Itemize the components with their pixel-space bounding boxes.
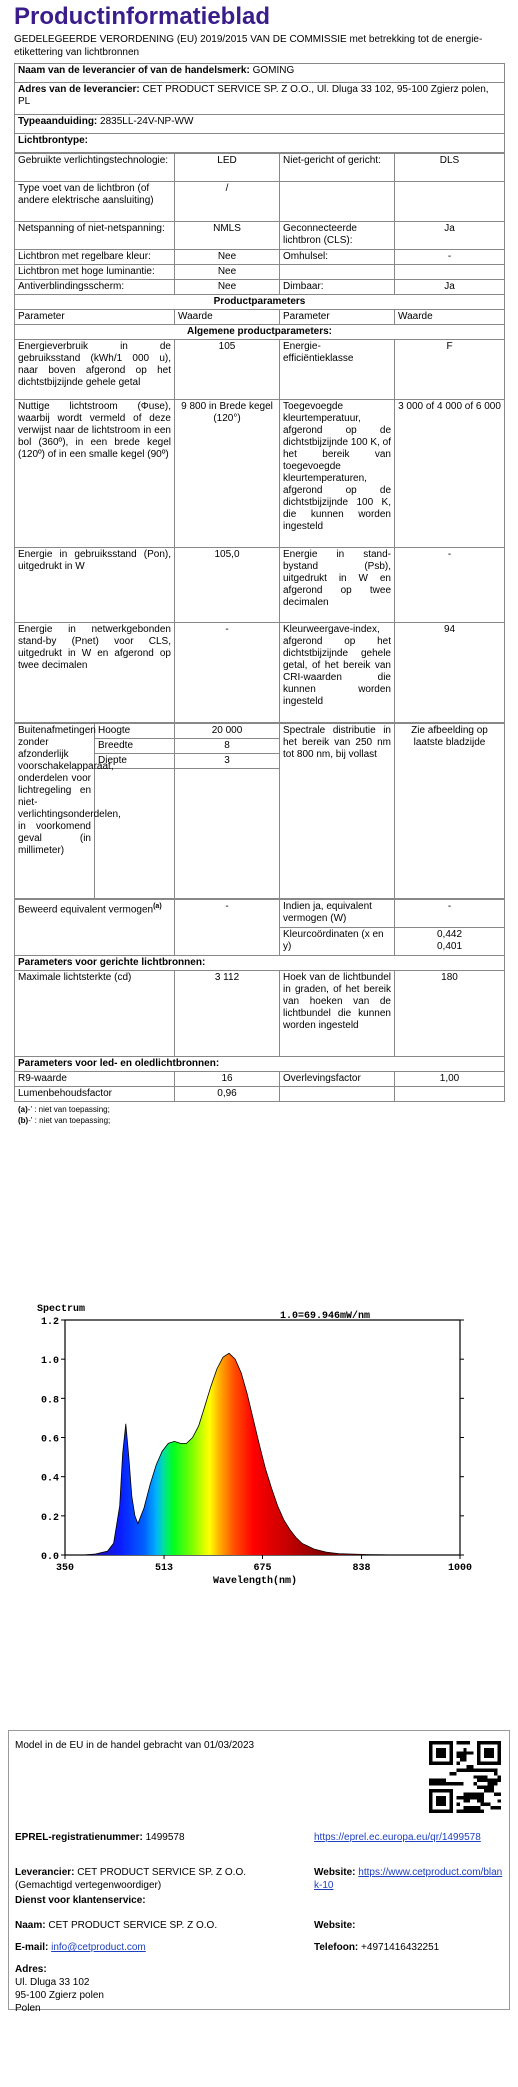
table-row [15, 1072, 505, 1087]
lightsource-row-value [395, 182, 505, 222]
lightsource-table [14, 153, 505, 723]
depth-value: 3 [175, 754, 280, 769]
service-website-label: Website: [314, 1920, 356, 1931]
params-header-row [15, 310, 505, 325]
lightsource-row-label: Geconnecteerde lichtbron (CLS): [280, 222, 395, 250]
y-tick-label: 0.4 [40, 1473, 59, 1485]
spectral-value: Zie afbeelding op laatste bladzijde [395, 724, 505, 899]
param-value: 16 [175, 1072, 280, 1087]
param-value: 94 [395, 623, 505, 723]
table-row [15, 1087, 505, 1102]
claim-value: - [175, 900, 280, 956]
lightsource-row-value: - [395, 250, 505, 265]
param-label: Lumenbehoudsfactor [15, 1087, 175, 1102]
lightsource-row-label [280, 182, 395, 222]
width-label: Breedte [95, 739, 175, 754]
param-value: 0,96 [175, 1087, 280, 1102]
param-label: Overlevingsfactor [280, 1072, 395, 1087]
service-name-value: CET PRODUCT SERVICE SP. Z O.O. [48, 1920, 218, 1931]
param-value: 3 000 of 4 000 of 6 000 [395, 400, 505, 548]
param-value: 105 [175, 340, 280, 400]
lightsource-row-value: Nee [175, 250, 280, 265]
supplier-value: CET PRODUCT SERVICE SP. Z O.O. (Gemachtigd vertegenwoordiger) [15, 1867, 247, 1891]
supplier-table [14, 63, 505, 153]
lightsource-row-value: Ja [395, 222, 505, 250]
param-label: Energie in netwerkgebonden stand-by (Pnet) voor CLS, uitgedrukt in W en afgerond op twee decimalen [15, 623, 175, 723]
param-label: Toegevoegde kleurtemperatuur, afgerond op de dichtstbijzijnde 100 K, of het bereik van toegevoegde kleurtemperaturen, afgerond op de dichtstbijzijnde 100 K, die kunnen worden ingesteld [280, 400, 395, 548]
address-line: 95-100 Zgierz polen [15, 1990, 104, 2001]
table-row [15, 250, 505, 265]
equivalent-value: - [395, 900, 505, 928]
model-value: 2835LL-24V-NP-WW [100, 116, 194, 127]
spectrum-chart [35, 1300, 475, 1585]
table-row [15, 280, 505, 295]
lightsource-row-label: Antiverblindingsscherm: [15, 280, 175, 295]
lightsource-row-label: Lichtbron met regelbare kleur: [15, 250, 175, 265]
supplier-address-label: Adres van de leverancier: [18, 84, 140, 95]
param-label: Nuttige lichtstroom (Φuse), waarbij wordt vermeld of deze verwijst naar de lichtstroom in een bol (360º), in een brede kegel (120º) of in een smalle kegel (90º) [15, 400, 175, 548]
service-heading: Dienst voor klantenservice: [15, 1895, 146, 1906]
dimensions-table [14, 723, 505, 899]
table-row: Beweerd equivalent vermogen$^{(a)}$ - Indien ja, equivalent vermogen (W) - [15, 900, 505, 928]
table-row [15, 400, 505, 548]
param-label: Energie in stand-bystand (Psb), uitgedrukt in W en afgerond op twee decimalen [280, 548, 395, 623]
table-row [15, 222, 505, 250]
claims-table [14, 899, 505, 1102]
eprel-link[interactable]: https://eprel.ec.europa.eu/qr/1499578 [314, 1832, 481, 1843]
address-line: Ul. Dluga 33 102 [15, 1977, 90, 1988]
col-header: Waarde [175, 310, 280, 325]
x-axis-label: Wavelength(nm) [212, 1576, 298, 1585]
address-heading: Adres: [15, 1964, 47, 1975]
lightsource-row-value: Nee [175, 265, 280, 280]
page-title: Productinformatieblad [14, 3, 271, 30]
phone-value: +4971416432251 [361, 1942, 440, 1953]
chromaticity-label: Kleurcoördinaten (x en y) [280, 928, 395, 956]
eprel-label: EPREL-registratienummer: [15, 1832, 143, 1843]
param-label: Energieverbruik in de gebruiksstand (kWh/1 000 u), naar boven afgerond op het dichtstbijzijnde gehele getal [15, 340, 175, 400]
x-tick-label: 350 [55, 1563, 75, 1574]
chromaticity-x: 0,442 [436, 929, 463, 940]
supplier-address-value: CET PRODUCT SERVICE SP. Z O.O., Ul. Dluga 33 102, 95-100 Zgierz polen, PL [18, 84, 489, 107]
directional-heading: Parameters voor gerichte lichtbronnen: [15, 956, 505, 971]
footnotes [0, 1104, 518, 1126]
x-tick-label: 675 [253, 1563, 272, 1574]
height-label: Hoogte [95, 724, 175, 739]
y-tick-label: 0.8 [40, 1395, 59, 1407]
x-tick-label: 838 [352, 1563, 371, 1574]
param-value: 3 112 [175, 971, 280, 1057]
lightsource-row-label: Netspanning of niet-netspanning: [15, 222, 175, 250]
chromaticity-y: 0,401 [436, 941, 463, 952]
general-params-heading: Algemene productparameters: [15, 325, 505, 340]
website-label: Website: [314, 1867, 356, 1878]
param-value: - [395, 548, 505, 623]
table-row [15, 548, 505, 623]
regulation-subtitle: GEDELEGEERDE VERORDENING (EU) 2019/2015 VAN DE COMMISSIE met betrekking tot de energie-etikettering van lichtbronnen [14, 34, 483, 58]
lightsource-row-label [280, 265, 395, 280]
lightsource-row-value: NMLS [175, 222, 280, 250]
model-label: Typeaanduiding: [18, 116, 98, 127]
email-link[interactable]: info@cetproduct.com [51, 1942, 146, 1953]
lightsource-row-label: Niet-gericht of gericht: [280, 154, 395, 182]
email-label: E-mail: [15, 1942, 49, 1953]
equivalent-label: Indien ja, equivalent vermogen (W) [280, 900, 395, 928]
supplier-name-value: GOMING [252, 65, 295, 76]
table-row [15, 182, 505, 222]
height-value: 20 000 [175, 724, 280, 739]
param-label: R9-waarde [15, 1072, 175, 1087]
x-tick-label: 513 [155, 1563, 174, 1574]
param-value [395, 1087, 505, 1102]
table-row [15, 265, 505, 280]
spectral-label: Spectrale distributie in het bereik van 250 nm tot 800 nm, bij vollast [280, 724, 395, 899]
param-label: Energie in gebruiksstand (Pon), uitgedrukt in W [15, 548, 175, 623]
eprel-number: 1499578 [145, 1832, 185, 1843]
lightsource-row-value: Nee [175, 280, 280, 295]
y-tick-label: 0.2 [40, 1512, 59, 1524]
param-label: Maximale lichtsterkte (cd) [15, 971, 175, 1057]
param-label: Kleurweergave-index, afgerond op het dichtstbijzijnde gehele getal, of het bereik van CRI-waarden die kunnen worden ingesteld [280, 623, 395, 723]
lightsource-section-label: Lichtbrontype: [15, 134, 505, 153]
eprel-footer [8, 1730, 510, 2014]
supplier-label: Leverancier: [15, 1867, 75, 1878]
dimensions-label: Buitenafmetingen zonder afzonderlijk voorschakelapparaat, onderdelen voor lichtregeling en niet-verlichtingsonderdelen, in voorkomend geval (in millimeter) [15, 724, 95, 899]
lightsource-row-label: Dimbaar: [280, 280, 395, 295]
param-label: Hoek van de lichtbundel in graden, of het bereik van hoeken van de lichtbundel die kunnen worden ingesteld [280, 971, 395, 1057]
lightsource-row-value: Ja [395, 280, 505, 295]
lightsource-row-label: Type voet van de lichtbron (of andere elektrische aansluiting) [15, 182, 175, 222]
footnote: (b)-' : niet van toepassing; [18, 1116, 111, 1125]
col-header: Waarde [395, 310, 505, 325]
col-header: Parameter [280, 310, 395, 325]
website-link[interactable]: https://www.cetproduct.com/blank-10 [314, 1867, 503, 1891]
table-row [15, 623, 505, 723]
table-row [15, 154, 505, 182]
qr-code-icon [429, 1741, 501, 1813]
phone-label: Telefoon: [314, 1942, 359, 1953]
table-row [15, 340, 505, 400]
footnote: (a)-' : niet van toepassing; [18, 1105, 110, 1114]
param-label [280, 1087, 395, 1102]
lightsource-row-value: LED [175, 154, 280, 182]
param-value: - [175, 623, 280, 723]
address-line: Polen [15, 2003, 41, 2014]
col-header: Parameter [15, 310, 175, 325]
x-tick-label: 1000 [447, 1563, 473, 1574]
lightsource-row-value [395, 265, 505, 280]
y-tick-label: 1.0 [40, 1356, 59, 1368]
led-heading: Parameters voor led- en oledlichtbronnen: [15, 1057, 505, 1072]
claim-label: Beweerd equivalent vermogen [18, 904, 154, 916]
lightsource-row-value: DLS [395, 154, 505, 182]
table-row [15, 971, 505, 1057]
chart-title: Spectrum [37, 1304, 86, 1315]
param-value: 1,00 [395, 1072, 505, 1087]
supplier-name-label: Naam van de leverancier of van de handelsmerk: [18, 65, 250, 76]
param-value: 9 800 in Brede kegel (120°) [175, 400, 280, 548]
y-tick-label: 0.6 [40, 1434, 59, 1446]
market-text: Model in de EU in de handel gebracht van 01/03/2023 [15, 1740, 255, 1751]
width-value: 8 [175, 739, 280, 754]
param-label: Energie-efficiëntieklasse [280, 340, 395, 400]
y-tick-label: 0.0 [40, 1552, 59, 1563]
depth-label: Diepte [95, 754, 175, 769]
lightsource-row-label: Lichtbron met hoge luminantie: [15, 265, 175, 280]
param-value: 180 [395, 971, 505, 1057]
param-value: 105,0 [175, 548, 280, 623]
service-name-label: Naam: [15, 1920, 46, 1931]
y-tick-label: 1.2 [40, 1317, 59, 1328]
lightsource-row-label: Omhulsel: [280, 250, 395, 265]
chart-annotation: 1.0=69.946mW/nm [280, 1311, 371, 1322]
lightsource-row-label: Gebruikte verlichtingstechnologie: [15, 154, 175, 182]
lightsource-row-value: / [175, 182, 280, 222]
product-params-heading: Productparameters [15, 295, 505, 310]
param-value: F [395, 340, 505, 400]
